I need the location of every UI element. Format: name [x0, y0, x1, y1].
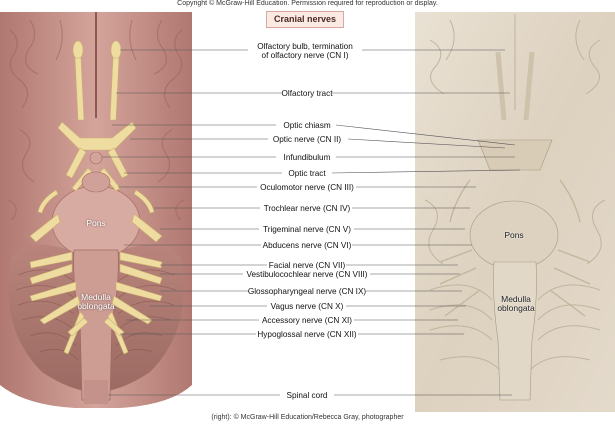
label-vagus-nerve: Vagus nerve (CN X)	[270, 302, 344, 311]
left-medulla-line2: oblongata	[77, 301, 115, 311]
right-medulla-line1: Medulla	[501, 294, 531, 304]
label-trochlear-nerve: Trochlear nerve (CN IV)	[263, 204, 351, 213]
label-oculomotor-nerve: Oculomotor nerve (CN III)	[260, 183, 354, 192]
right-pons-label: Pons	[504, 230, 524, 240]
label-infundibulum: Infundibulum	[283, 153, 331, 162]
label-abducens-nerve: Abducens nerve (CN VI)	[262, 241, 352, 250]
label-olfactory-bulb	[248, 42, 362, 60]
label-optic-nerve: Optic nerve (CN II)	[272, 135, 342, 144]
label-optic-tract: Optic tract	[288, 169, 326, 178]
label-olfactory-bulb-line1: Olfactory bulb, termination	[257, 42, 353, 51]
label-trigeminal-nerve: Trigeminal nerve (CN V)	[263, 225, 351, 234]
label-facial-nerve: Facial nerve (CN VII)	[268, 261, 346, 270]
left-medulla-line1: Medulla	[81, 292, 111, 302]
copyright-notice: Copyright © McGraw-Hill Education. Permission required for reproduction or display.	[177, 0, 438, 7]
label-hypoglossal-nerve: Hypoglossal nerve (CN XII)	[257, 330, 357, 339]
label-accessory-nerve: Accessory nerve (CN XI)	[261, 316, 353, 325]
label-optic-chiasm: Optic chiasm	[283, 121, 331, 130]
label-vestibulocochlear-nerve: Vestibulocochlear nerve (CN VIII)	[246, 270, 368, 279]
label-spinal-cord: Spinal cord	[286, 391, 328, 400]
right-medulla-line2: oblongata	[497, 303, 535, 313]
figure-title: Cranial nerves	[266, 11, 344, 28]
label-olfactory-bulb-line2: of olfactory nerve (CN I)	[261, 51, 349, 60]
label-glossopharyngeal-nerve: Glossopharyngeal nerve (CN IX)	[247, 287, 367, 296]
label-olfactory-tract: Olfactory tract	[281, 89, 333, 98]
photo-credit: (right): © McGraw-Hill Education/Rebecca Gray, photographer	[211, 414, 404, 421]
left-pons-label: Pons	[86, 218, 106, 228]
